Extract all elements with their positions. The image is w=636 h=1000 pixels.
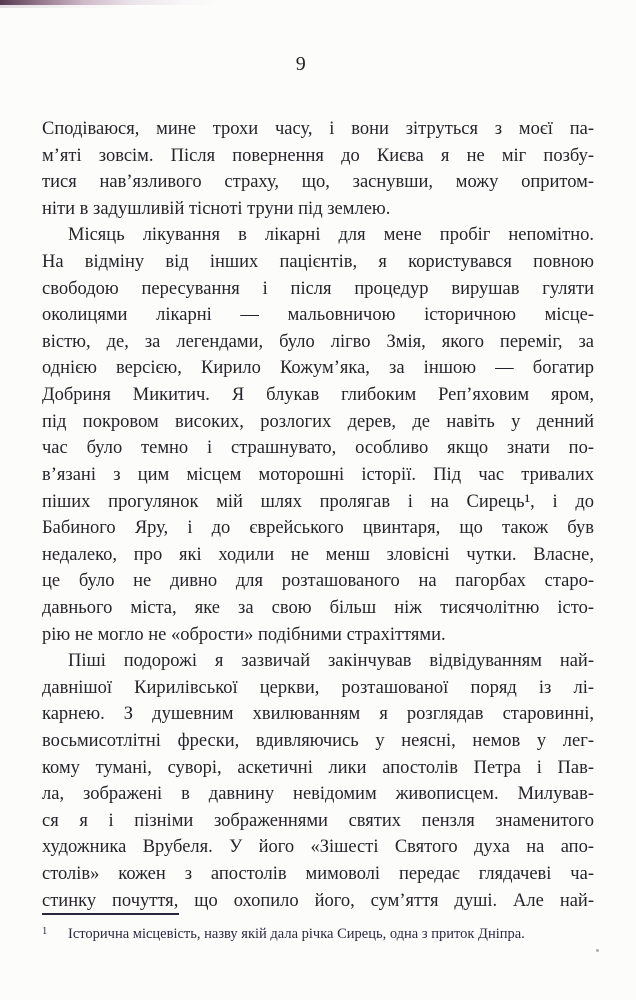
text-line: Бабиного Яру, і до єврейського цвинтаря, що також був <box>42 518 594 539</box>
text-block <box>42 116 594 914</box>
page-number: 9 <box>295 53 307 75</box>
text-line: кому тумані, суворі, аскетичні лики апостолів Петра і Пав- <box>42 757 594 778</box>
text-line: давнього міста, яке за свою більш ніж тисячолітню істо- <box>42 597 594 618</box>
footnote <box>42 925 598 944</box>
footnote-text: Історична місцевість, назву якій дала річка Сирець, одна з приток Дніпра. <box>68 926 525 942</box>
paragraph <box>42 116 594 222</box>
footnote-marker: 1 <box>42 926 48 937</box>
scan-speck <box>596 949 599 952</box>
text-line: в’язані з цим місцем моторошні історії. Під час тривалих <box>42 464 594 485</box>
text-line: під покровом високих, розлогих дерев, де навіть у денний <box>42 411 594 432</box>
text-line: ніти в задушливій тісноті труни під землею. <box>42 198 391 219</box>
text-line: Місяць лікування в лікарні для мене пробіг непомітно. <box>68 225 594 246</box>
text-line: тися нав’язливого страху, що, заснувши, можу опритом- <box>42 172 594 193</box>
text-line: свободою пересування і після процедур вирушав гуляти <box>42 278 594 299</box>
footnote-divider <box>42 913 179 915</box>
paragraph <box>42 222 594 648</box>
text-line: вістю, де, за легендами, було лігво Змія, якого переміг, за <box>42 331 594 352</box>
text-line: стинку почуття, що охопило його, сум’яття душі. Але най- <box>42 890 594 911</box>
text-line: ся я і пізніми зображеннями святих пензля знаменитого <box>42 810 594 831</box>
text-line: ла, зображені в давнину невідомим живописцем. Милував- <box>42 784 594 805</box>
text-line: Добриня Микитич. Я блукав глибоким Реп’яховим яром, <box>42 385 594 406</box>
text-line: рію не могло не «обрости» подібними страхіттями. <box>42 624 446 645</box>
text-line: художника Врубеля. У його «Зішесті Святого духа на апо- <box>42 837 594 858</box>
text-line: На відміну від інших пацієнтів, я користувався повною <box>42 252 594 273</box>
text-line: Сподіваюся, мине трохи часу, і вони зітруться з моєї па- <box>42 119 594 139</box>
text-line: Піші подорожі я зазвичай закінчував відвідуванням най- <box>68 651 594 672</box>
text-line: час було темно і страшнувато, особливо якщо знати по- <box>42 438 594 459</box>
text-line: недалеко, про які ходили не менш зловісні чутки. Власне, <box>42 544 594 565</box>
text-line: піших прогулянок мій шлях пролягав і на Сирець¹, і до <box>42 491 594 512</box>
text-line: столів» кожен з апостолів мимоволі передає глядачеві ча- <box>42 864 594 885</box>
text-line: давнішої Кирилівської церкви, розташованої поряд із лі- <box>42 677 594 698</box>
text-line: карнею. З душевним хвилюванням я розглядав старовинні, <box>42 704 594 725</box>
paragraph <box>42 648 594 914</box>
text-line: однією версією, Кирило Кожум’яка, за іншою — богатир <box>42 358 594 379</box>
text-line: восьмисотлітні фрески, вдивляючись у неясні, немов у лег- <box>42 731 594 752</box>
text-line: це було не дивно для розташованого на пагорбах старо- <box>42 571 594 592</box>
text-line: м’яті зовсім. Після повернення до Києва я не міг позбу- <box>42 145 594 166</box>
scan-artifact-smear-faint <box>0 5 130 8</box>
text-line: околицями лікарні — мальовничою історичною місце- <box>42 305 594 326</box>
